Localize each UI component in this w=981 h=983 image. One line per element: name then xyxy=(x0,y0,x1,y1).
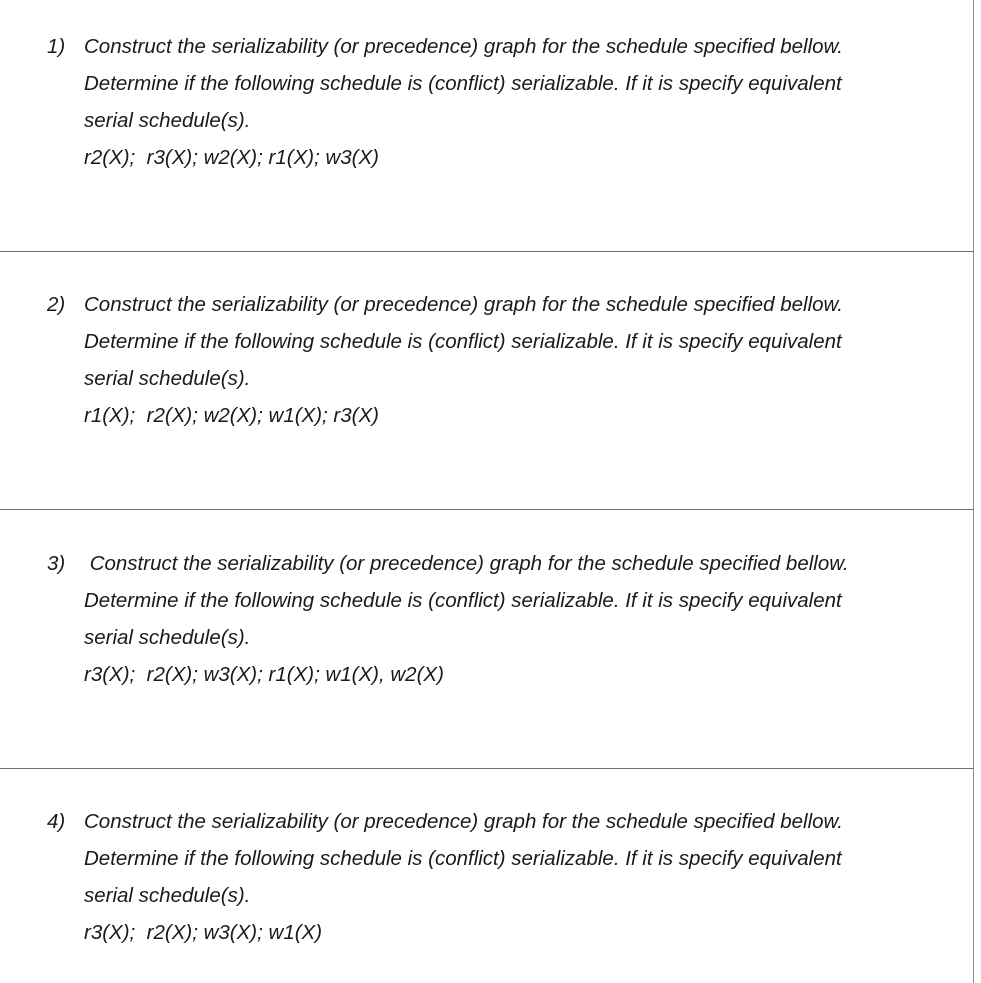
question-line-2: Determine if the following schedule is (conflict) serializable. If it is specify equivalent xyxy=(84,72,842,95)
question-cell-4 xyxy=(0,769,973,983)
question-number: 1) xyxy=(47,35,66,58)
question-line-3: serial schedule(s). xyxy=(84,626,251,649)
schedule-text: r1(X); r2(X); w2(X); w1(X); r3(X) xyxy=(84,404,379,427)
question-line-3: serial schedule(s). xyxy=(84,109,251,132)
question-line-3: serial schedule(s). xyxy=(84,884,251,907)
question-line-2: Determine if the following schedule is (conflict) serializable. If it is specify equivalent xyxy=(84,330,842,353)
question-line-3: serial schedule(s). xyxy=(84,367,251,390)
question-line-1: Construct the serializability (or precedence) graph for the schedule specified bellow. xyxy=(84,293,843,316)
question-cell-1 xyxy=(0,0,973,252)
question-cell-3 xyxy=(0,510,973,769)
question-line-1: Construct the serializability (or precedence) graph for the schedule specified bellow. xyxy=(84,35,843,58)
question-line-1: Construct the serializability (or precedence) graph for the schedule specified bellow. xyxy=(84,552,849,575)
schedule-text: r3(X); r2(X); w3(X); w1(X) xyxy=(84,921,323,944)
question-line-2: Determine if the following schedule is (conflict) serializable. If it is specify equivalent xyxy=(84,847,842,870)
question-number: 4) xyxy=(47,810,66,833)
question-number: 3) xyxy=(47,552,66,575)
question-line-1: Construct the serializability (or precedence) graph for the schedule specified bellow. xyxy=(84,810,843,833)
schedule-text: r2(X); r3(X); w2(X); r1(X); w3(X) xyxy=(84,146,379,169)
question-line-2: Determine if the following schedule is (conflict) serializable. If it is specify equivalent xyxy=(84,589,842,612)
schedule-text: r3(X); r2(X); w3(X); r1(X); w1(X), w2(X) xyxy=(84,663,444,686)
question-number: 2) xyxy=(47,293,66,316)
question-cell-2 xyxy=(0,252,973,510)
